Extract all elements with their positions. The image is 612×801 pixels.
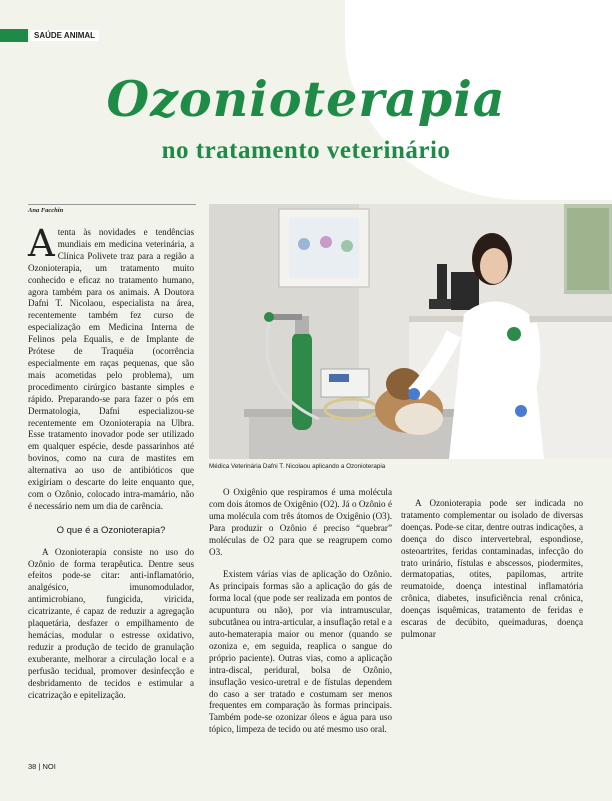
intro-paragraph [28,222,194,513]
article-column-3 [401,487,583,641]
article-subtitle: no tratamento veterinário [161,137,451,164]
body-paragraph: A Ozonioterapia consiste no uso do Ozônio de forma terapêutica. Dentre seus efeitos pode-se citar: anti-inflamatório, analgésico, imunomodulador, antimicrobiano, fungicida, viricida, cicatrizante, é capaz de reduzir a agregação plaquetária, desfazer o empilhamento de hemácias, modular o estresse oxidativo, reduzir a produção de tecido de granulação exuberante, melhorar a circulação local e a perfusão tecidual, promover desinfecção e desbridamento de tecidos e estimular a cicatrização e epitelização. [28,546,194,700]
author-name: Ana Facchin [28,207,64,214]
section-subheading: O que é a Ozonioterapia? [56,524,166,536]
magazine-name: NOI [42,762,56,771]
section-label: SAÚDE ANIMAL [30,30,99,41]
drop-cap: A [28,222,55,265]
section-tag [0,29,99,42]
article-title: Ozonioterapia [106,70,506,128]
body-paragraph: A Ozonioterapia pode ser indicada no tratamento complementar ou isolado de diversas doenças. Pode-se citar, dentre outras indicações, a doença do disco intervertebral, espondiose, osteoartrites, feridas contaminadas, infecção do trato urinário, fístulas e abscessos, piodermites, dermatopatias, otites, papilomas, artrite reumatoide, doença intestinal inflamatória crônica, diabetes, insuficiência renal crônica, doenças isquêmicas, tratamento de feridas e escaras de decúbito, queimaduras, doença pulmonar [401,498,583,639]
photo-caption: Médica Veterinária Dafni T. Nicolaou aplicando a Ozonioterapia [209,463,386,470]
footer-separator: | [38,762,41,771]
author-rule [28,204,196,205]
section-tag-bar [0,29,28,42]
page-number: 38 [28,762,37,771]
article-column-1 [28,222,194,701]
body-paragraph: Existem várias vias de aplicação do Ozônio. As principais formas são a aplicação do gás de forma local (que pode ser realizada em pontos de acupuntura ou não), por via intramuscular, subcutânea ou intra-articular, a insuflação retal e a auto-hematerapia maior ou menor (quando se ozoniza e, em seguida, reaplica o sangue do próprio paciente). Outras vias, como a aplicação intra-discal, peridural, bolsa de Ozônio, insuflação vesico-uretral e de fístulas dependem do caso a ser tratado e costumam ser menos frequentes em comparação às formas principais. Também pode-se ozonizar óleos e água para uso tópico, limpeza de tecido ou até mesmo uso oral. [209,569,392,735]
article-photo [209,204,612,459]
body-paragraph: O Oxigênio que respiramos é uma molécula com dois átomos de Oxigênio (O2). Já o Ozônio é uma molécula com três átomos de Oxigênio (O3). Para produzir o Ozônio é preciso “quebrar” moléculas de O2 para que se reagrupem como O3. [209,487,392,557]
article-column-2 [209,487,392,736]
page-footer [28,762,56,771]
intro-text: tenta às novidades e tendências mundiais em medicina veterinária, a Clínica Polivete traz para a região a Ozonioterapia, um tratamento muito conhecido e eficaz no tratamento humano, agora também para os animais. A Doutora Dafni T. Nicolaou, especialista na área, recentemente também fez curso de especialização em Medicina Interna de Felinos pela Equalis, e de Implante de Prótese de Traquéia (ocorrência especialmente em raças pequenas, que são mais acometidas pelo problema), um procedimento cirúrgico bastante simples e rápido. Preparando-se para fazer o pós em Dermatologia, Dafni especializou-se recentemente em Ozonioterapia na Ulbra. Esse tratamento inovador pode ser utilizado em qualquer espécie, desde passarinhos até bovinos, como na cura de mastites em alternativa ao uso de antibióticos que exigiriam o descarte do leite enquanto que, com o Ozônio, colocado intra-mamário, não é necessário nem um dia de carência. [28,227,194,511]
